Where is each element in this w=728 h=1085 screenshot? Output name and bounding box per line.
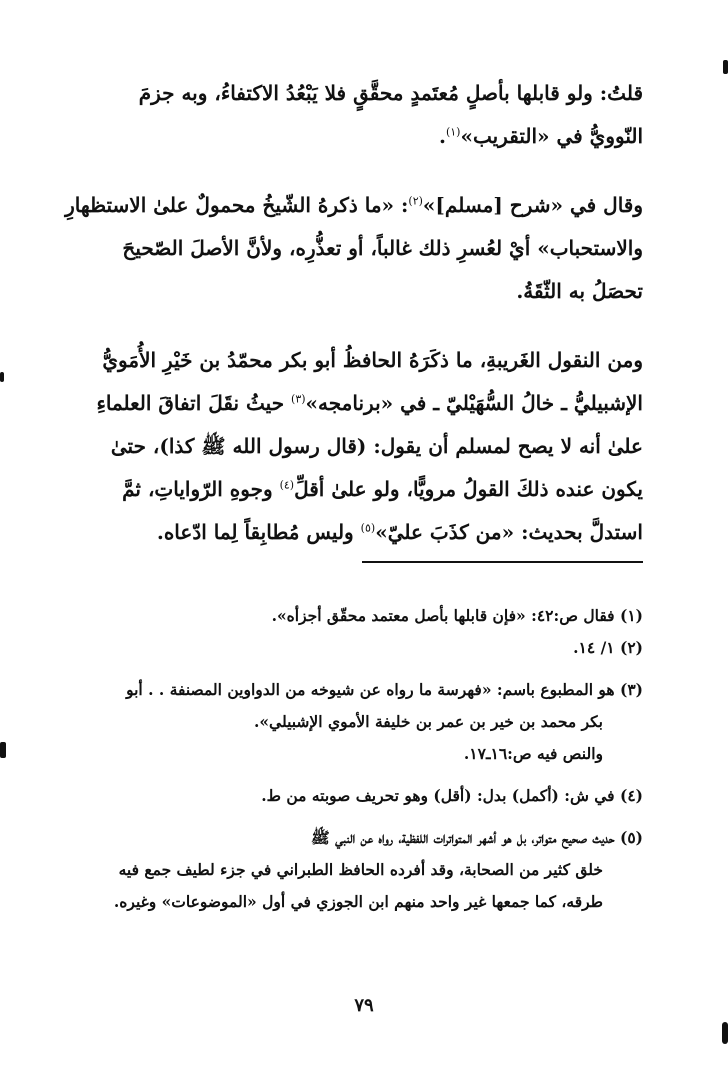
footnote-2: (٢) ١/ ١٤. bbox=[573, 638, 643, 657]
footnote-line: خلق كثير من الصحابة، وقد أفرده الحافظ الطبراني في جزء لطيف جمع فيه bbox=[118, 860, 603, 879]
footnote-divider bbox=[362, 561, 643, 563]
footnote-ref-4: (٤) bbox=[279, 478, 295, 492]
main-text bbox=[60, 72, 643, 580]
footnote-line: بكر محمد بن خير بن عمر بن خليفة الأموي الإشبيلي». bbox=[253, 712, 603, 731]
footnote-line: (٥) حديث صحيح متواتر، بل هو أشهر المتواترات اللفظية، رواه عن النبي ﷺ bbox=[311, 828, 643, 847]
paragraph-1 bbox=[60, 72, 643, 158]
scan-edge-mark bbox=[0, 742, 6, 758]
text-fragment: يكون عنده ذلكَ القولُ مرويًّا، ولو علىٰ أقلِّ bbox=[294, 477, 643, 501]
text-line bbox=[60, 184, 643, 227]
footnote-ref-3: (٣) bbox=[291, 392, 306, 406]
footnote-ref-1: (١) bbox=[445, 125, 461, 139]
scan-edge-mark bbox=[0, 372, 4, 382]
page-number: ٧٩ bbox=[354, 995, 374, 1016]
paragraph-2 bbox=[60, 184, 643, 313]
footnote-1: (١) فقال ص:٤٢: «فإن قابلها بأصل معتمد محقّق أجزأه». bbox=[271, 606, 643, 625]
text-fragment: الإشبيليُّ ـ خالُ السُّهَيْليّ ـ في «برنامجه» bbox=[305, 391, 643, 415]
footnote-5 bbox=[70, 822, 643, 918]
text-fragment: وجوهِ الرّواياتِ، ثمَّ bbox=[122, 477, 280, 501]
paragraph-3 bbox=[60, 339, 643, 554]
footnote-3 bbox=[70, 674, 643, 770]
text-line: تحصَلُ به الثّقَةُ. bbox=[516, 279, 643, 303]
text-fragment: استدلَّ بحديث: «من كذَبَ عليّ» bbox=[375, 520, 643, 544]
scan-edge-mark bbox=[723, 60, 728, 74]
text-fragment: وليس مُطابِقاً لِما ادّعاه. bbox=[156, 520, 361, 544]
footnote-ref-2: (٢) bbox=[408, 194, 423, 208]
text-line bbox=[60, 468, 643, 511]
footnote-ref-5: (٥) bbox=[360, 521, 376, 535]
text-fragment: حيثُ نقَلَ اتفاقَ العلماءِ bbox=[96, 391, 292, 415]
text-line bbox=[60, 382, 643, 425]
text-line: والاستحباب» أيْ لعُسرِ ذلك غالباً، أو تعذُّرِه، ولأنَّ الأصلَ الصّحيحَ bbox=[122, 236, 643, 260]
text-line: ومن النقول الغَريبةِ، ما ذكَرَهُ الحافظُ أبو بكر محمّدُ بن خَيْرِ الأُمَويُّ bbox=[102, 348, 643, 372]
text-fragment: : «ما ذكرهُ الشّيخُ محمولٌ علىٰ الاستظهارِ bbox=[65, 193, 409, 217]
text-fragment: . bbox=[438, 124, 446, 148]
text-fragment: النّوويُّ في «التقريب» bbox=[460, 124, 643, 148]
text-line bbox=[60, 511, 643, 554]
footnote-line: (٣) هو المطبوع باسم: «فهرسة ما رواه عن شيوخه من الدواوين المصنفة . . أبو bbox=[126, 680, 643, 699]
text-fragment: وقال في «شرح [مسلم]» bbox=[422, 193, 643, 217]
text-line bbox=[60, 115, 643, 158]
text-line: قلتُ: ولو قابلها بأصلٍ مُعتَمدٍ محقَّقٍ فلا يَبْعُدُ الاكتفاءُ، وبه جزمَ bbox=[138, 81, 643, 105]
footnotes bbox=[70, 600, 643, 928]
footnote-line: طرقه، كما جمعها غير واحد منهم ابن الجوزي في أول «الموضوعات» وغيره. bbox=[113, 892, 603, 911]
footnote-4: (٤) في ش: (أكمل) بدل: (أقل) وهو تحريف صوبته من ط. bbox=[261, 786, 643, 805]
scan-edge-mark bbox=[722, 1022, 728, 1044]
footnote-line: والنص فيه ص:١٦ـ١٧. bbox=[463, 744, 603, 763]
text-line: علىٰ أنه لا يصح لمسلم أن يقول: (قال رسول الله ﷺ كذا)، حتىٰ bbox=[110, 434, 643, 458]
